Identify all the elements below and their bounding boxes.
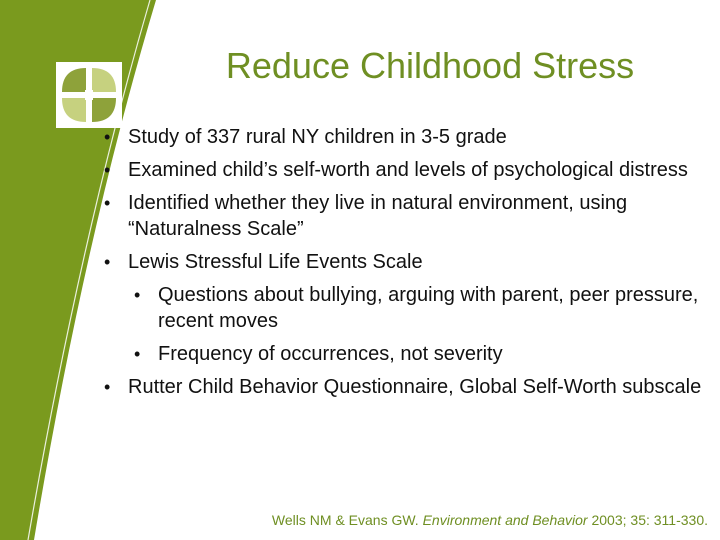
bullet-item <box>100 190 710 242</box>
bullet-text: • Questions about bullying, arguing with parent, peer pressure, recent moves <box>158 284 699 332</box>
bullet-item <box>100 374 710 400</box>
bullet-text: • Lewis Stressful Life Events Scale <box>128 251 423 273</box>
four-leaf-flower-logo <box>56 62 122 128</box>
bullet-text: • Identified whether they live in natural environment, using “Naturalness Scale” <box>128 192 628 240</box>
sub-bullet-item <box>130 282 710 334</box>
bullet-text: • Study of 337 rural NY children in 3-5 grade <box>128 126 507 148</box>
bullet-text: • Examined child’s self-worth and levels of psychological distress <box>128 159 688 181</box>
bullet-list <box>100 124 710 407</box>
citation-details: 2003; 35: 311-330. <box>591 512 708 528</box>
bullet-text: • Rutter Child Behavior Questionnaire, Global Self-Worth subscale <box>128 376 702 398</box>
slide-title: Reduce Childhood Stress <box>225 45 635 86</box>
citation <box>272 512 708 528</box>
bullet-item <box>100 249 710 275</box>
bullet-text: • Frequency of occurrences, not severity <box>158 343 503 365</box>
bullet-item <box>100 157 710 183</box>
bullet-item <box>100 124 710 150</box>
citation-authors: Wells NM & Evans GW. <box>271 512 419 528</box>
citation-journal: Environment and Behavior <box>422 512 588 528</box>
sub-bullet-item <box>130 341 710 367</box>
